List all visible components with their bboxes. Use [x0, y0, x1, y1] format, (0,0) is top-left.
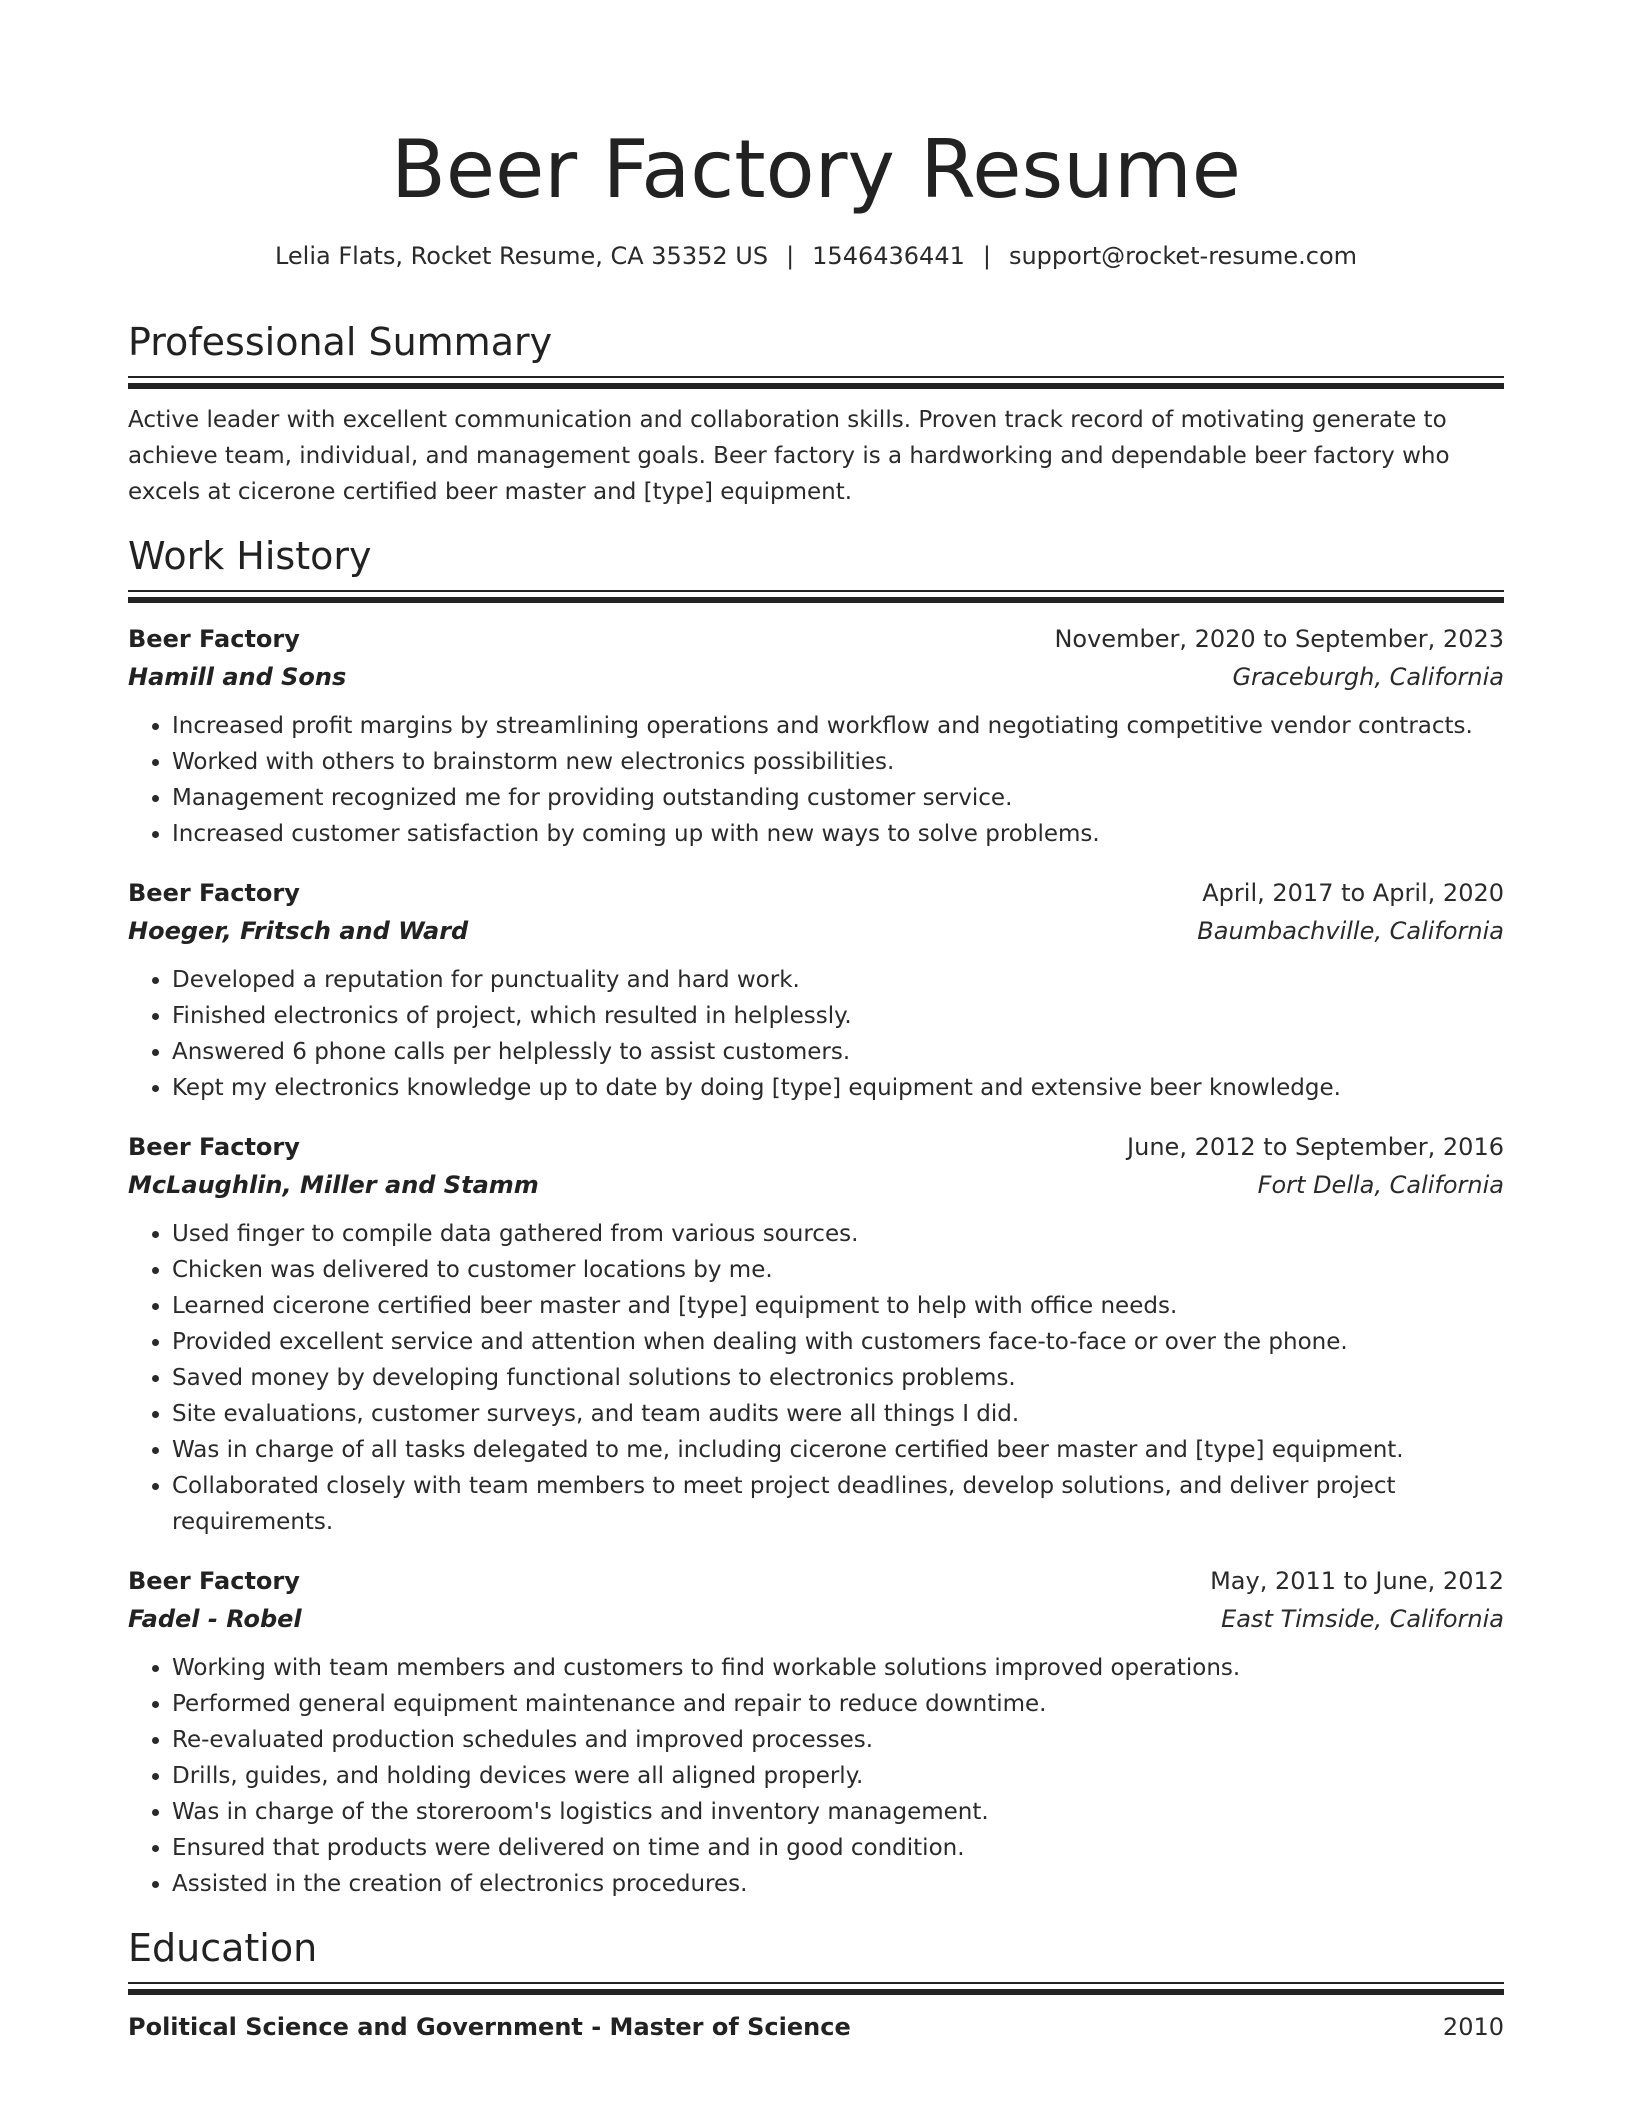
job-location: Baumbachville, California [1197, 917, 1504, 945]
job-list [128, 620, 1504, 1902]
job-bullet: • Was in charge of all tasks delegated to me, including cicerone certified beer master and [type] equipment. [172, 1432, 1504, 1468]
section-heading: Professional Summary [128, 320, 553, 364]
job-bullet: • Used finger to compile data gathered from various sources. [172, 1216, 1504, 1252]
job-location: Graceburgh, California [1232, 663, 1504, 691]
job-bullet: • Finished electronics of project, which resulted in helplessly. [172, 998, 1504, 1034]
section-heading: Education [128, 1926, 318, 1970]
job-bullet: • Collaborated closely with team members to meet project deadlines, develop solutions, and deliver project requirements. [172, 1468, 1504, 1540]
job-bullet: • Provided excellent service and attention when dealing with customers face-to-face or over the phone. [172, 1324, 1504, 1360]
job-bullet: • Worked with others to brainstorm new electronics possibilities. [172, 744, 1504, 780]
job-dates: April, 2017 to April, 2020 [1202, 879, 1504, 907]
job-dates: May, 2011 to June, 2012 [1210, 1567, 1504, 1595]
job-company-row [128, 1166, 1504, 1204]
job-bullet: • Developed a reputation for punctuality and hard work. [172, 962, 1504, 998]
job-bullet: • Management recognized me for providing outstanding customer service. [172, 780, 1504, 816]
contact-email: support@rocket-resume.com [1008, 242, 1358, 270]
job-title: Beer Factory [128, 625, 300, 653]
resume-page [128, 0, 1504, 2046]
job-bullet: • Was in charge of the storeroom's logistics and inventory management. [172, 1794, 1504, 1830]
job-bullet-list [128, 708, 1504, 852]
job-bullet-list [128, 1650, 1504, 1902]
job-bullet: • Learned cicerone certified beer master and [type] equipment to help with office needs. [172, 1288, 1504, 1324]
job-header-row [128, 1562, 1504, 1600]
education-degree: Political Science and Government - Master of Science [128, 2013, 851, 2041]
job-bullet: • Assisted in the creation of electronics procedures. [172, 1866, 1504, 1902]
summary-text: Active leader with excellent communication and collaboration skills. Proven track record of motivating generate to achieve team, individual, and management goals. Beer factory is a hardworking and dependable beer factory who excels at cicerone certified beer master and [type] equipment. [128, 407, 1450, 505]
job-bullet: • Ensured that products were delivered on time and in good condition. [172, 1830, 1504, 1866]
job-company: Fadel - Robel [128, 1605, 302, 1633]
job-bullet: • Kept my electronics knowledge up to date by doing [type] equipment and extensive beer knowledge. [172, 1070, 1504, 1106]
section-heading: Work History [128, 534, 372, 578]
job-title: Beer Factory [128, 1567, 300, 1595]
contact-separator: | [786, 242, 795, 270]
job-company: McLaughlin, Miller and Stamm [128, 1171, 539, 1199]
section-divider [128, 590, 1504, 602]
job-company: Hoeger, Fritsch and Ward [128, 917, 469, 945]
work-history-section [128, 532, 1504, 1902]
contact-phone: 1546436441 [812, 242, 965, 270]
job-bullet: • Drills, guides, and holding devices were all aligned properly. [172, 1758, 1504, 1794]
education-year: 2010 [1442, 2013, 1504, 2041]
job-bullet: • Performed general equipment maintenance and repair to reduce downtime. [172, 1686, 1504, 1722]
job-company-row [128, 658, 1504, 696]
contact-line [128, 240, 1504, 272]
job-bullet-list [128, 1216, 1504, 1540]
section-divider [128, 376, 1504, 388]
job-company: Hamill and Sons [128, 663, 347, 691]
job-header-row [128, 874, 1504, 912]
job-entry [128, 1562, 1504, 1902]
job-dates: November, 2020 to September, 2023 [1054, 625, 1504, 653]
job-bullet: • Increased customer satisfaction by coming up with new ways to solve problems. [172, 816, 1504, 852]
education-entry [128, 2008, 1504, 2046]
job-bullet: • Chicken was delivered to customer locations by me. [172, 1252, 1504, 1288]
job-entry [128, 620, 1504, 852]
education-list [128, 2008, 1504, 2046]
job-bullet: • Increased profit margins by streamlining operations and workflow and negotiating competitive vendor contracts. [172, 708, 1504, 744]
job-entry [128, 1128, 1504, 1540]
job-bullet-list [128, 962, 1504, 1106]
job-title: Beer Factory [128, 1133, 300, 1161]
contact-separator: | [982, 242, 991, 270]
job-location: Fort Della, California [1257, 1171, 1504, 1199]
professional-summary-section [128, 318, 1504, 510]
job-title: Beer Factory [128, 879, 300, 907]
contact-address: Lelia Flats, Rocket Resume, CA 35352 US [274, 242, 769, 270]
job-entry [128, 874, 1504, 1106]
education-section [128, 1924, 1504, 2046]
job-bullet: • Re-evaluated production schedules and improved processes. [172, 1722, 1504, 1758]
job-header-row [128, 620, 1504, 658]
job-dates: June, 2012 to September, 2016 [1127, 1133, 1504, 1161]
job-bullet: • Answered 6 phone calls per helplessly to assist customers. [172, 1034, 1504, 1070]
resume-title: Beer Factory Resume [390, 123, 1242, 216]
job-header-row [128, 1128, 1504, 1166]
job-bullet: • Saved money by developing functional solutions to electronics problems. [172, 1360, 1504, 1396]
job-bullet: • Site evaluations, customer surveys, and team audits were all things I did. [172, 1396, 1504, 1432]
job-company-row [128, 1600, 1504, 1638]
job-location: East Timside, California [1221, 1605, 1504, 1633]
section-divider [128, 1982, 1504, 1994]
job-company-row [128, 912, 1504, 950]
job-bullet: • Working with team members and customers to find workable solutions improved operations. [172, 1650, 1504, 1686]
